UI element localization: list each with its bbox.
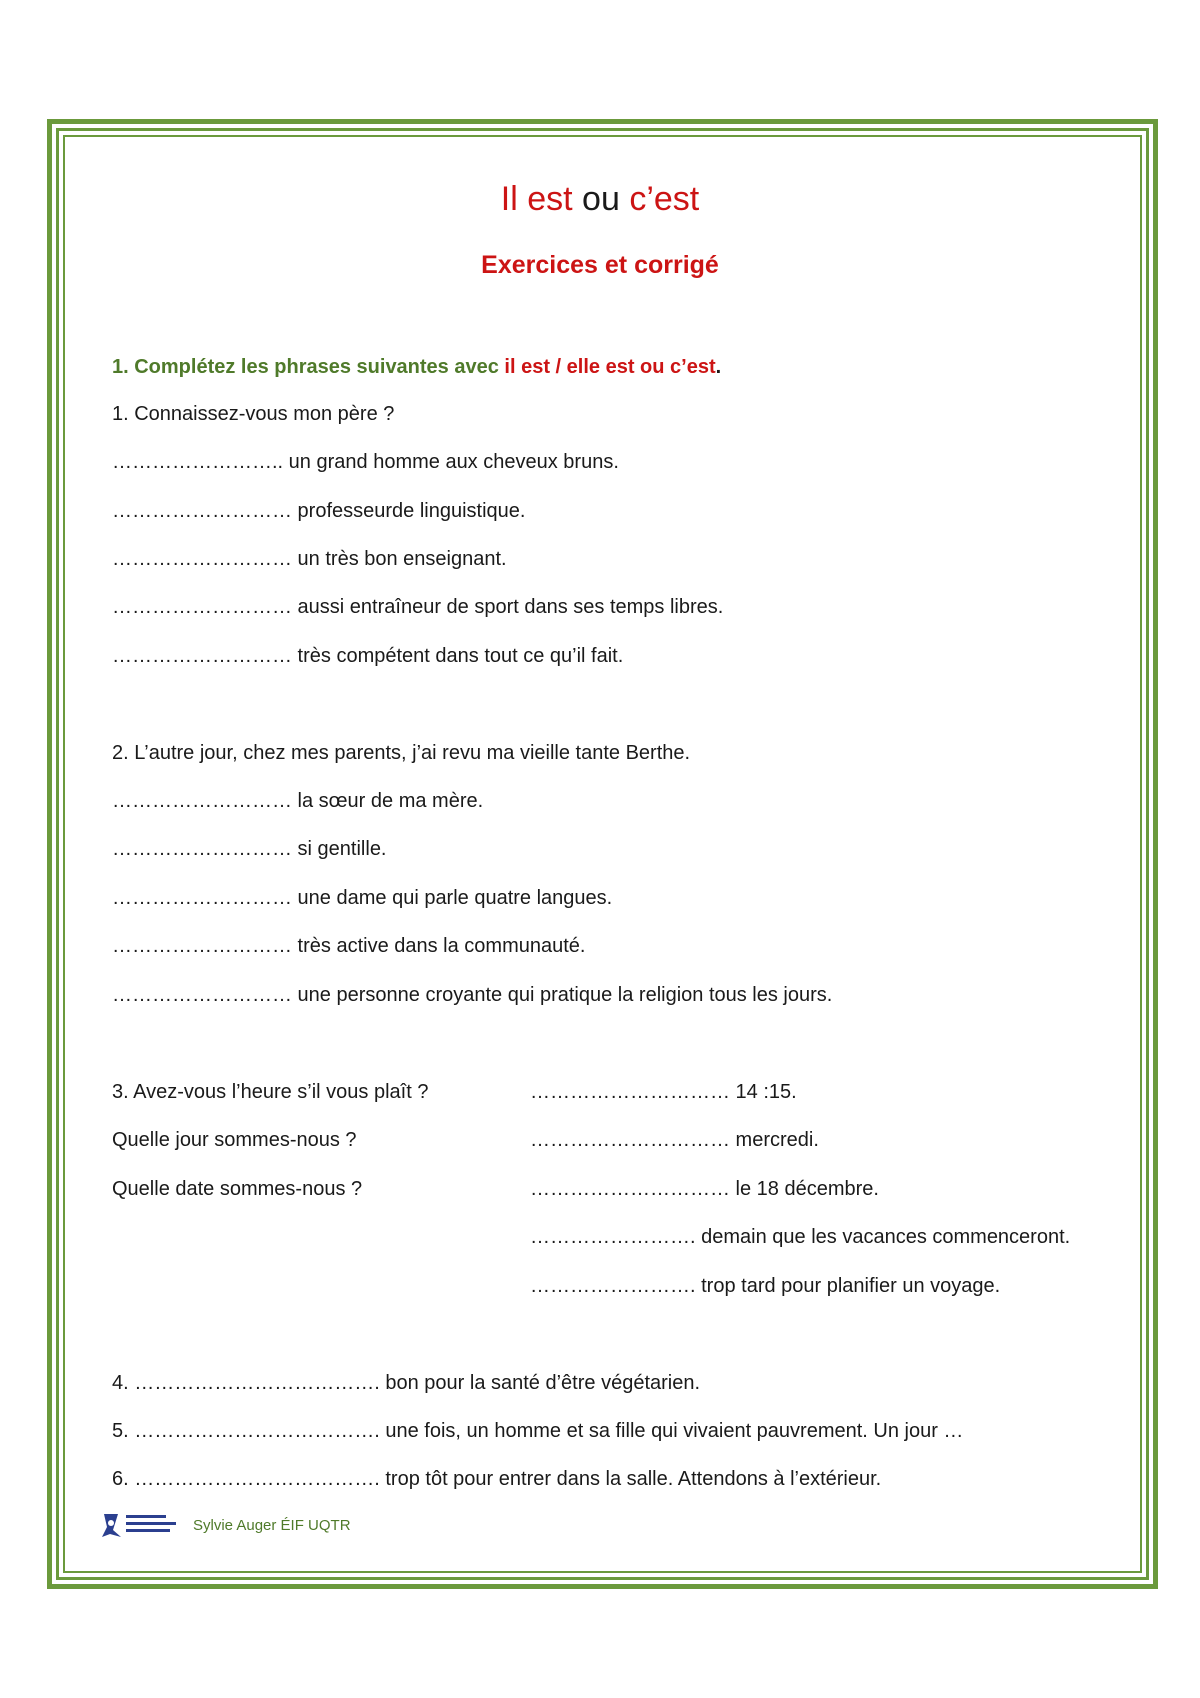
title-part2: c’est <box>629 180 700 218</box>
ex1-line <box>112 548 507 571</box>
line-text: très compétent dans tout ce qu’il fait. <box>292 645 624 667</box>
item-number: 6. <box>112 1468 129 1490</box>
line-text: un très bon enseignant. <box>292 548 507 570</box>
instruction-suffix: . <box>715 356 722 378</box>
line-text: 14 :15. <box>730 1081 797 1103</box>
title-ou: ou <box>582 180 620 218</box>
answer-blank[interactable]: ………………………… <box>530 1129 730 1151</box>
ex1-line <box>112 596 723 619</box>
ex3-answer <box>530 1226 1070 1249</box>
ex3-answer <box>530 1129 819 1152</box>
line-text: une dame qui parle quatre langues. <box>292 887 613 909</box>
line-text: une fois, un homme et sa fille qui vivaient pauvrement. Un jour … <box>379 1420 964 1442</box>
ex1-line <box>112 500 525 523</box>
line-text: la sœur de ma mère. <box>292 790 484 812</box>
ex3-question: Quelle date sommes-nous ? <box>112 1178 363 1200</box>
answer-blank[interactable]: ……………………… <box>112 935 292 957</box>
ex5-line <box>112 1420 963 1443</box>
page-subtitle: Exercices et corrigé <box>481 251 719 279</box>
item-number: 4. <box>112 1372 129 1394</box>
line-text: demain que les vacances commenceront. <box>695 1226 1071 1248</box>
answer-blank[interactable]: ……………………… <box>112 548 292 570</box>
instruction <box>112 356 721 379</box>
line-text: un grand homme aux cheveux bruns. <box>283 451 619 473</box>
answer-blank[interactable]: ……………………… <box>112 838 292 860</box>
instruction-prefix: 1. Complétez les phrases suivantes avec <box>112 356 505 378</box>
answer-blank[interactable]: ………………………… <box>530 1081 730 1103</box>
line-text: aussi entraîneur de sport dans ses temps libres. <box>292 596 724 618</box>
ex2-line <box>112 838 387 861</box>
answer-blank[interactable]: ……………………… <box>112 500 292 522</box>
line-text: trop tôt pour entrer dans la salle. Attendons à l’extérieur. <box>379 1468 882 1490</box>
line-text: très active dans la communauté. <box>292 935 586 957</box>
title-part1: Il est <box>500 180 573 218</box>
answer-blank[interactable]: ………………………………. <box>128 1372 380 1394</box>
ex4-line <box>112 1372 700 1395</box>
school-logo <box>100 1510 180 1540</box>
line-text: bon pour la santé d’être végétarien. <box>379 1372 701 1394</box>
ex3-answer <box>530 1081 797 1104</box>
logo-text-bar <box>126 1522 176 1525</box>
ex3-question: 3. Avez-vous l’heure s’il vous plaît ? <box>112 1081 429 1103</box>
line-text: mercredi. <box>730 1129 819 1151</box>
ex2-line <box>112 790 483 813</box>
ex3-question: Quelle jour sommes-nous ? <box>112 1129 357 1151</box>
answer-blank[interactable]: ………………………………. <box>128 1468 380 1490</box>
ex6-line <box>112 1468 881 1491</box>
ex3-answer <box>530 1275 1000 1298</box>
ex1-intro: 1. Connaissez-vous mon père ? <box>112 403 395 425</box>
ex3-answer <box>530 1178 879 1201</box>
ex2-line <box>112 984 832 1007</box>
logo-text-bar <box>126 1515 166 1518</box>
answer-blank[interactable]: ……………………. <box>530 1226 696 1248</box>
answer-blank[interactable]: ………………………… <box>530 1178 730 1200</box>
answer-blank[interactable]: …………………….. <box>112 451 284 473</box>
ex1-line <box>112 645 623 668</box>
line-text: une personne croyante qui pratique la religion tous les jours. <box>292 984 833 1006</box>
line-text: trop tard pour planifier un voyage. <box>695 1275 1001 1297</box>
line-text: professeurde linguistique. <box>292 500 526 522</box>
instruction-options: il est / elle est ou c’est <box>504 356 716 378</box>
answer-blank[interactable]: ……………………… <box>112 790 292 812</box>
answer-blank[interactable]: ……………………… <box>112 887 292 909</box>
item-number: 5. <box>112 1420 129 1442</box>
ex2-line <box>112 887 612 910</box>
logo-dot <box>108 1520 114 1526</box>
answer-blank[interactable]: ……………………… <box>112 984 292 1006</box>
line-text: si gentille. <box>292 838 387 860</box>
answer-blank[interactable]: ………………………………. <box>128 1420 380 1442</box>
answer-blank[interactable]: ……………………… <box>112 645 292 667</box>
answer-blank[interactable]: ……………………… <box>112 596 292 618</box>
answer-blank[interactable]: ……………………. <box>530 1275 696 1297</box>
ex2-intro: 2. L’autre jour, chez mes parents, j’ai revu ma vieille tante Berthe. <box>112 742 691 764</box>
logo-text-bar <box>126 1529 170 1532</box>
footer-credit: Sylvie Auger ÉIF UQTR <box>193 1517 351 1534</box>
ex2-line <box>112 935 585 958</box>
ex1-line <box>112 451 619 474</box>
page-title <box>0 180 1200 219</box>
line-text: le 18 décembre. <box>730 1178 879 1200</box>
